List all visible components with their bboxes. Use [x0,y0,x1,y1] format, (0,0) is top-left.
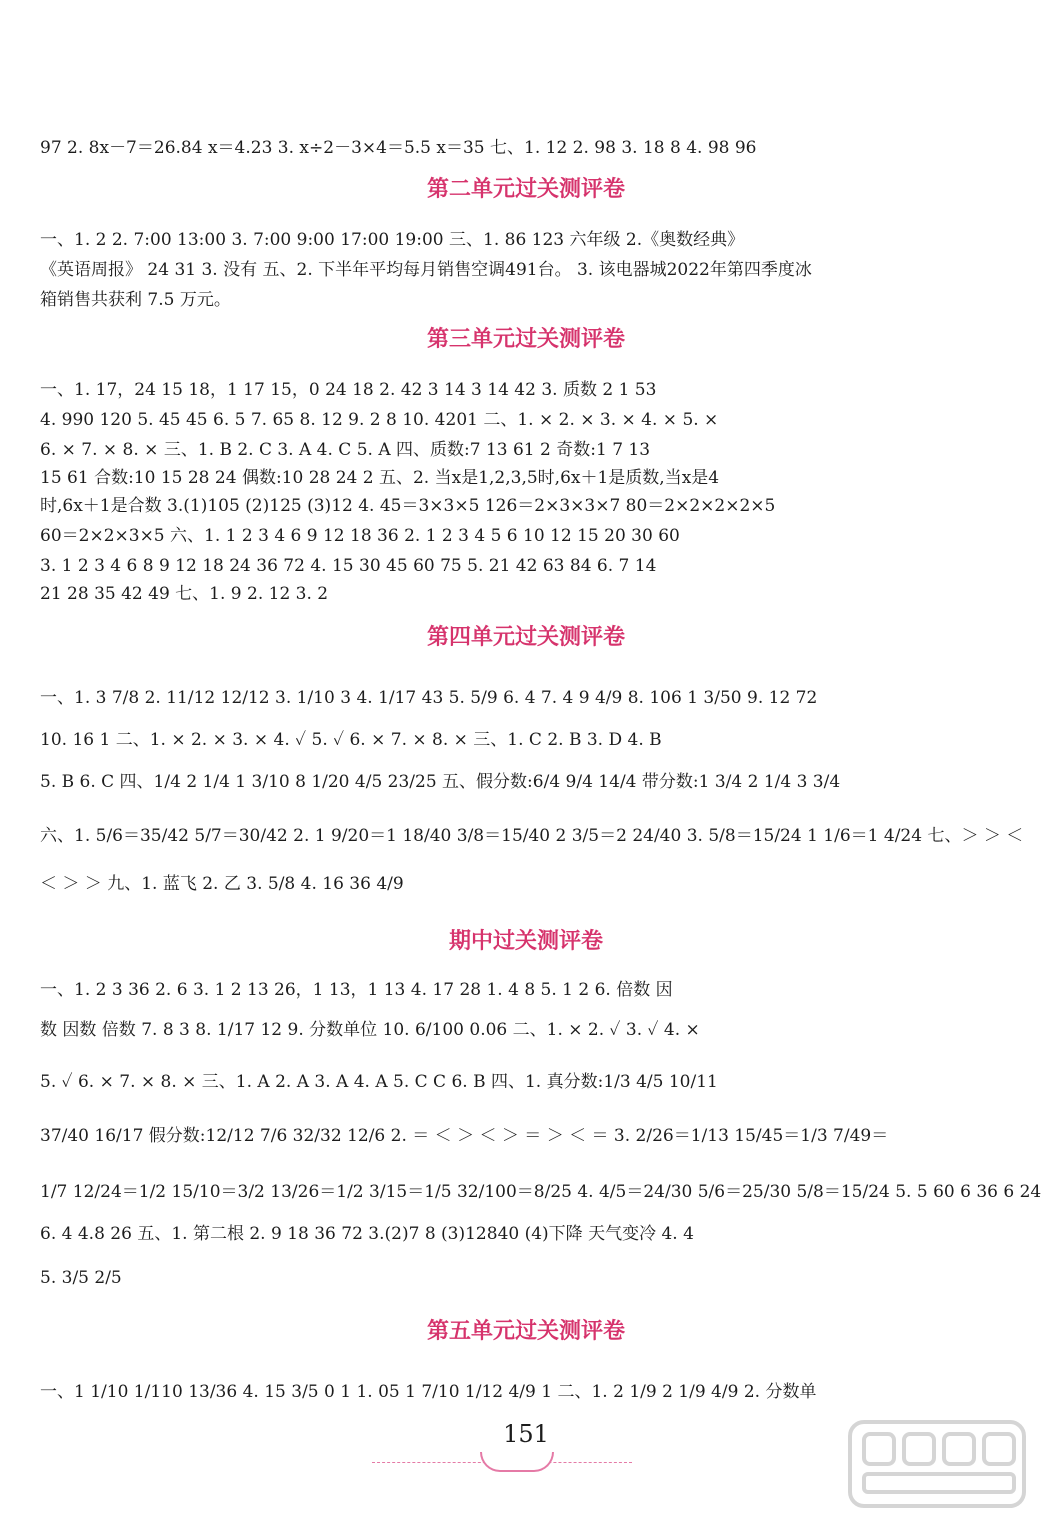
section-title-unit3: 第三单元过关测评卷 [426,327,625,352]
answer-line: 97 2. 8x－7＝26.84 x＝4.23 3. x÷2－3×4＝5.5 x＝35 七、1. 12 2. 98 3. 18 8 4. 98 96 [40,138,757,158]
answer-line: 6. × 7. × 8. × 三、1. B 2. C 3. A 4. C 5. A 四、质数:7 13 61 2 奇数:1 7 13 [40,440,651,460]
section-title-unit4: 第四单元过关测评卷 [426,625,625,650]
answer-line: 六、1. 5/6＝35/42 5/7＝30/42 2. 1 9/20＝1 18/40 3/8＝15/40 2 3/5＝2 24/40 3. 5/8＝15/24 1 1/6＝1 4/24 七、＞ ＞ ＜ [40,826,1024,846]
answer-line: 15 61 合数:10 15 28 24 偶数:10 28 24 2 五、2. 当x是1,2,3,5时,6x＋1是质数,当x是4 [40,468,720,488]
answer-line: 4. 990 120 5. 45 45 6. 5 7. 65 8. 12 9. 2 8 10. 4201 二、1. × 2. × 3. × 4. × 5. × [40,410,719,430]
answer-line: 37/40 16/17 假分数:12/12 7/6 32/32 12/6 2. ＝ ＜ ＞ ＜ ＞ ＝ ＞ ＜ ＝ 3. 2/26＝1/13 15/45＝1/3 7/49＝ [40,1126,889,1146]
answer-line: 数 因数 倍数 7. 8 3 8. 1/17 12 9. 分数单位 10. 6/100 0.06 二、1. × 2. ✓ 3. ✓ 4. × [40,1020,700,1040]
section-title-unit2: 第二单元过关测评卷 [426,177,625,202]
footer-ornament-icon [480,1452,554,1472]
answer-line: 一、1. 2 3 36 2. 6 3. 1 2 13 26，1 13，1 13 4. 17 28 1. 4 8 5. 1 2 6. 倍数 因 [40,980,673,1000]
answer-line: 5. B 6. C 四、1/4 2 1/4 1 3/10 8 1/20 4/5 23/25 五、假分数:6/4 9/4 14/4 带分数:1 3/4 2 1/4 3 3/4 [40,772,841,792]
answer-line: 5. 3/5 2/5 [40,1268,122,1288]
answer-line: 一、1. 3 7/8 2. 11/12 12/12 3. 1/10 3 4. 1/17 43 5. 5/9 6. 4 7. 4 9 4/9 8. 106 1 3/50 9. 12 72 [40,688,818,708]
answer-line: 一、1. 2 2. 7:00 13:00 3. 7:00 9:00 17:00 19:00 三、1. 86 123 六年级 2.《奥数经典》 [40,230,745,250]
answer-line: 21 28 35 42 49 七、1. 9 2. 12 3. 2 [40,584,329,604]
section-title-midterm: 期中过关测评卷 [448,929,603,954]
watermark-logo [844,1416,1030,1512]
answer-line: 箱销售共获利 7.5 万元。 [40,290,231,310]
answer-line: 3. 1 2 3 4 6 8 9 12 18 24 36 72 4. 15 30 45 60 75 5. 21 42 63 84 6. 7 14 [40,556,657,576]
answer-line: 一、1. 17，24 15 18，1 17 15，0 24 18 2. 42 3 14 3 14 42 3. 质数 2 1 53 [40,380,657,400]
answer-line: 时,6x＋1是合数 3.(1)105 (2)125 (3)12 4. 45＝3×3×5 126＝2×3×3×7 80＝2×2×2×2×5 [40,496,776,516]
answer-line: 6. 4 4.8 26 五、1. 第二根 2. 9 18 36 72 3.(2)7 8 (3)12840 (4)下降 天气变冷 4. 4 [40,1224,694,1244]
answer-line: ＜ ＞ ＞ 九、1. 蓝飞 2. 乙 3. 5/8 4. 16 36 4/9 [40,874,404,894]
answer-line: 一、1 1/10 1/110 13/36 4. 15 3/5 0 1 1. 05 1 7/10 1/12 4/9 1 二、1. 2 1/9 2 1/9 4/9 2. 分数单 [40,1382,817,1402]
answer-line: 5. ✓ 6. × 7. × 8. × 三、1. A 2. A 3. A 4. A 5. C C 6. B 四、1. 真分数:1/3 4/5 10/11 [40,1072,718,1092]
page-number: 151 [503,1420,549,1448]
answer-line: 10. 16 1 二、1. × 2. × 3. × 4. ✓ 5. ✓ 6. × 7. × 8. × 三、1. C 2. B 3. D 4. B [40,730,662,750]
section-title-unit5: 第五单元过关测评卷 [426,1319,625,1344]
answer-line: 《英语周报》 24 31 3. 没有 五、2. 下半年平均每月销售空调491台。 3. 该电器城2022年第四季度冰 [40,260,812,280]
answer-line: 1/7 12/24＝1/2 15/10＝3/2 13/26＝1/2 3/15＝1/5 32/100＝8/25 4. 4/5＝24/30 5/6＝25/30 5/8＝15/24 5. 5 60 6 36 6 24 [40,1182,1042,1202]
answer-line: 60＝2×2×3×5 六、1. 1 2 3 4 6 9 12 18 36 2. 1 2 3 4 5 6 10 12 15 20 30 60 [40,526,680,546]
